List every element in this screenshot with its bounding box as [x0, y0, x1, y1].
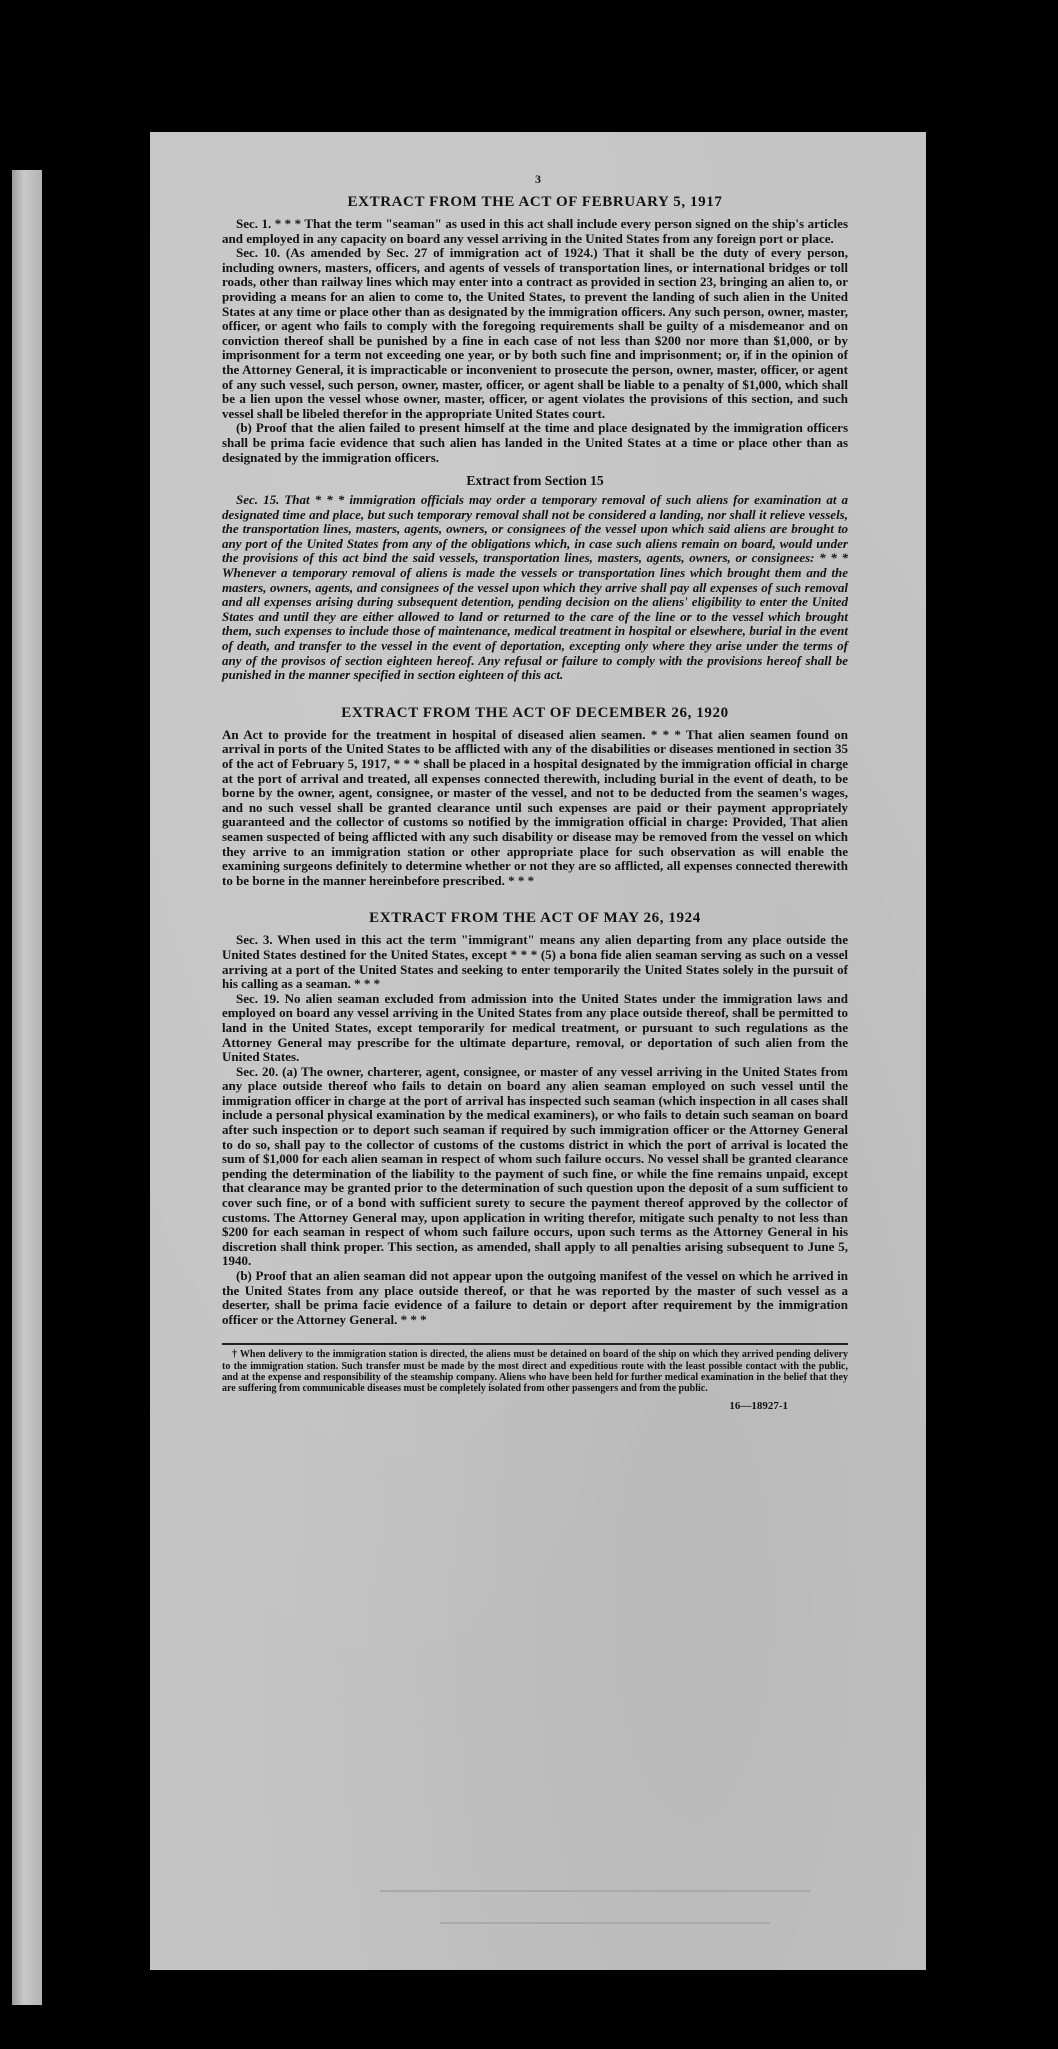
form-number: 16—18927-1 [729, 1400, 788, 1413]
bleed-through-line [380, 1890, 810, 1892]
paragraph-sec-19: Sec. 19. No alien seaman excluded from admission into the United States under the immigration laws and employed on board any vessel arriving in the United States from any place outside thereof, shall be permitted to land in the United States, except temporarily for medical treatment, or pursuant to such regulations as the Attorney General may prescribe for the ultimate departure, removal, or deportation of such alien from the United States. [222, 990, 848, 1065]
page-number: 3 [535, 172, 541, 186]
paragraph-sec-10: Sec. 10. (As amended by Sec. 27 of immigration act of 1924.) That it shall be the duty of every person, including owners, masters, officers, and agents of vessels of transportation lines, or international bridges or toll roads, other than railway lines which may enter into a contract as provided in section 23, bringing an alien to, or providing a means for an alien to come to, the United States, to prevent the landing of such alien in the United States at any time or place other than as designated by the immigration officers. Any such person, owner, master, officer, or agent who fails to comply with the foregoing requirements shall be guilty of a misdemeanor and on conviction thereof shall be punished by a fine in each case of not less than $200 nor more than $1,000, or by imprisonment for a term not exceeding one year, or by both such fine and imprisonment; or, if in the opinion of the Attorney General, it is impracticable or inconvenient to prosecute the person, owner, master, officer, or agent of any such vessel, such person, owner, master, officer, or agent shall be liable to a penalty of $1,000, which shall be a lien upon the vessel whose owner, master, officer, or agent violates the provisions of this section, and such vessel shall be libeled therefor in the appropriate United States court. [222, 245, 848, 421]
adjacent-page-edge [12, 170, 42, 2005]
document-page [150, 132, 926, 1970]
punch-hole [962, 1572, 1008, 1618]
footnote-divider [222, 1343, 848, 1345]
paragraph-sec-20-b: (b) Proof that an alien seaman did not appear upon the outgoing manifest of the vessel on which he arrived in the United States from any place outside thereof, or that he was reported by the master of such vessel as a deserter, shall be prima facie evidence of a failure to detain or deport after requirement by the immigration officer or the Attorney General. * * * [222, 1268, 848, 1327]
footnote: † When delivery to the immigration station is directed, the aliens must be detained on board of the ship on which they arrived pending delivery to the immigration station. Such transfer must be made by the most direct and expeditious route with the least possible contact with the public, and at the expense and responsibility of the steamship company. Aliens who have been held for further medical examination in the belief that they are suffering from communicable diseases must be completely isolated from other passengers and from the public. [222, 1349, 848, 1394]
punch-hole [946, 684, 992, 730]
section-heading-section-15: Extract from Section 15 [466, 473, 604, 489]
section-heading-1920: EXTRACT FROM THE ACT OF DECEMBER 26, 1920 [341, 704, 729, 721]
paragraph-sec-1: Sec. 1. * * * That the term "seaman" as used in this act shall include every person signed on the ship's articles and employed in any capacity on board any vessel arriving in the United States from any foreign port or place. [222, 216, 848, 246]
section-heading-1917: EXTRACT FROM THE ACT OF FEBRUARY 5, 1917 [347, 194, 723, 210]
paragraph-sec-20-a: Sec. 20. (a) The owner, charterer, agent, consignee, or master of any vessel arriving in the United States from any place outside thereof who fails to detain on board any alien seaman employed on such vessel until the immigration officer in charge at the port of arrival has inspected such seaman (which inspection in all cases shall include a personal physical examination by the medical examiners), or who fails to detain such seaman on board after such inspection or to deport such seaman if required by such immigration officer or the Attorney General to do so, shall pay to the collector of customs of the customs district in which the port of arrival is located the sum of $1,000 for each alien seaman in respect of whom such failure occurs. No vessel shall be granted clearance pending the determination of the liability to the payment of such fine, or while the fine remains unpaid, except that clearance may be granted prior to the determination of such question upon the deposit of a sum sufficient to cover such fine, or of a bond with sufficient surety to secure the payment thereof approved by the collector of customs. The Attorney General may, upon application in writing therefor, mitigate such penalty to not less than $200 for each seaman in respect of whom such failure occurs, upon such terms as the Attorney General in his discretion shall think proper. This section, as amended, shall apply to all penalties arising subsequent to June 5, 1940. [222, 1063, 848, 1269]
paragraph-sec-10-b: (b) Proof that the alien failed to present himself at the time and place designated by the immigration officers shall be prima facie evidence that such alien has landed in the United States at a time or place other than as designated by the immigration officers. [222, 420, 848, 465]
paragraph-sec-3: Sec. 3. When used in this act the term "immigrant" means any alien departing from any place outside the United States destined for the United States, except * * * (5) a bona fide alien seaman serving as such on a vessel arriving at a port of the United States and seeking to enter temporarily the United States solely in the pursuit of his calling as a seaman. * * * [222, 932, 848, 992]
section-heading-1924: EXTRACT FROM THE ACT OF MAY 26, 1924 [369, 910, 701, 927]
paragraph-act-1920: An Act to provide for the treatment in hospital of diseased alien seamen. * * * That alien seamen found on arrival in ports of the United States to be afflicted with any of the disabilities or diseases mentioned in section 35 of the act of February 5, 1917, * * * shall be placed in a hospital designated by the immigration official in charge at the port of arrival and treated, all expenses connected therewith, including burial in the event of death, to be borne by the owner, agent, consignee, or master of the vessel, and not to be deducted from the seamen's wages, and no such vessel shall be granted clearance until such expenses are paid or their payment appropriately guaranteed and the collector of customs so notified by the immigration official in charge: Provided, That alien seamen suspected of being afflicted with any such disability or disease may be removed from the vessel on which they arrive to an immigration station or other appropriate place for such observation as will enable the examining surgeons definitely to determine whether or not they are so afflicted, all expenses connected therewith to be borne in the manner hereinbefore prescribed. * * * [222, 726, 848, 888]
bleed-through-line [440, 1922, 770, 1924]
punch-hole [966, 1730, 1012, 1776]
punch-hole [950, 520, 996, 566]
paragraph-sec-15: Sec. 15. That * * * immigration officials may order a temporary removal of such aliens for examination at a designated time and place, but such temporary removal shall not be considered a landing, nor shall it relieve vessels, the transportation lines, masters, agents, owners, or consignees of the vessel upon which said aliens are brought to any port of the United States from any of the obligations which, in case such aliens remain on board, would under the provisions of this act bind the said vessels, transportation lines, masters, agents, owners, or consignees: * * * Whenever a temporary removal of aliens is made the vessels or transportation lines which brought them and the masters, owners, agents, and consignees of the vessel upon which they arrive shall pay all expenses of such removal and all expenses arising during subsequent detention, pending decision on the aliens' eligibility to enter the United States and until they are either allowed to land or returned to the care of the line or to the vessel which brought them, such expenses to include those of maintenance, medical treatment in hospital or elsewhere, burial in the event of death, and transfer to the vessel in the event of deportation, excepting only where they arise under the terms of any of the provisos of section eighteen hereof. Any refusal or failure to comply with the provisions hereof shall be punished in the manner specified in section eighteen of this act. [222, 492, 848, 683]
